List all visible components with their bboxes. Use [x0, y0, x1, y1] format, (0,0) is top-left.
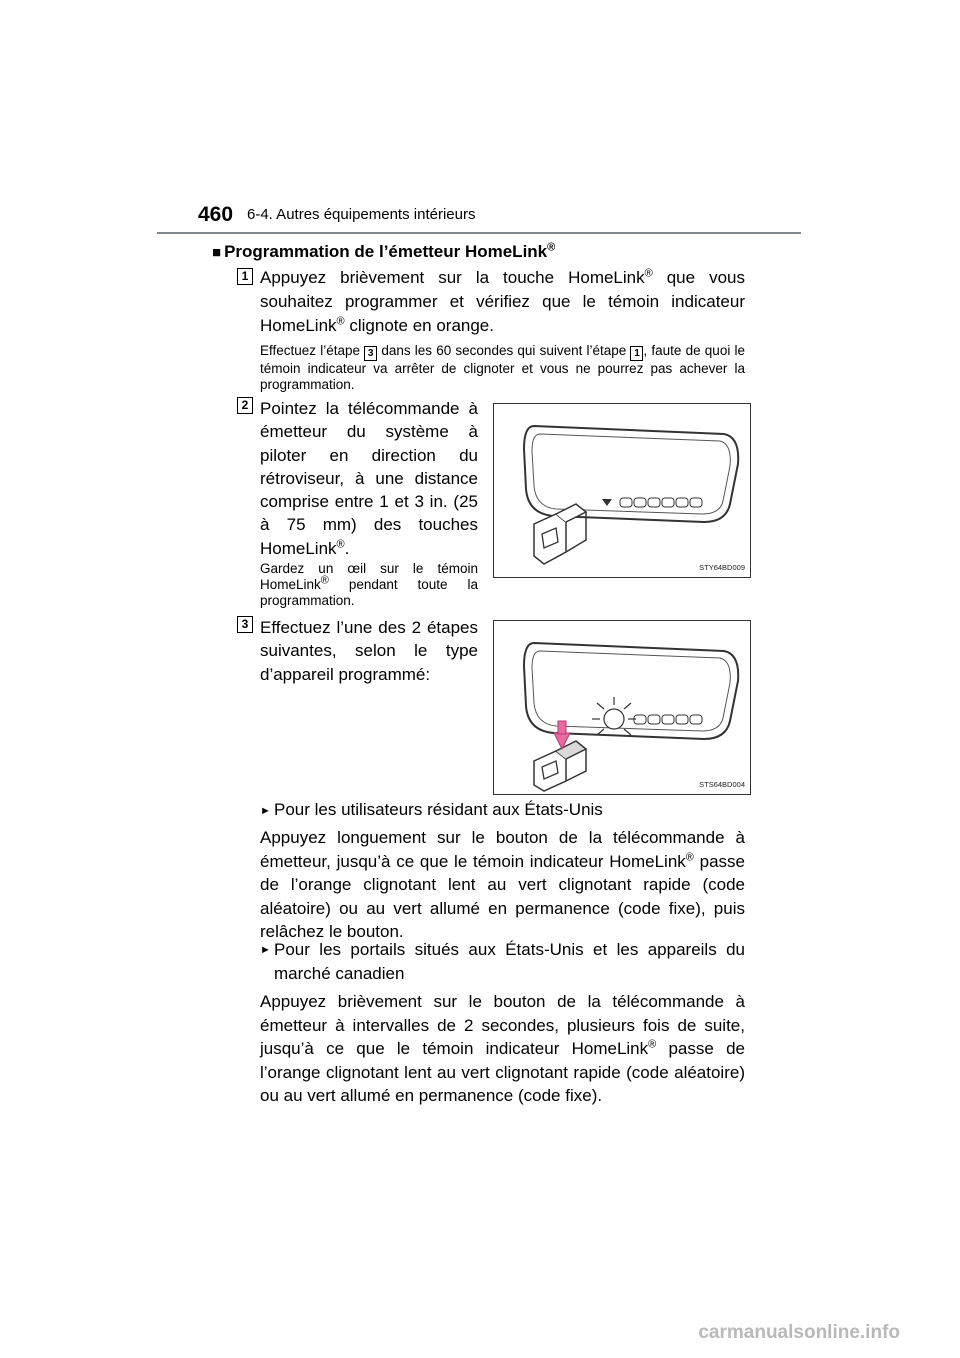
- step-1-text: [260, 266, 745, 338]
- step-ref-3: 3: [364, 346, 377, 361]
- mirror-button-press-illustration: [494, 621, 750, 794]
- bullet-usa: [260, 798, 745, 823]
- registered-mark: ®: [648, 1038, 657, 1051]
- mirror-remote-illustration: [494, 404, 750, 577]
- step-3-badge: 3: [237, 616, 253, 633]
- registered-mark: ®: [336, 315, 345, 328]
- step-ref-1: 1: [630, 346, 643, 361]
- step-2-text-b: .: [344, 538, 350, 558]
- step-1-badge: 1: [237, 268, 253, 285]
- bullet-canada-text-a: Appuyez brièvement sur le bouton de la télécommande à émetteur à intervalles de 2 secondes, plusieurs fois de suite, jusqu’à ce que le témoin indicateur HomeLink: [260, 992, 745, 1058]
- registered-mark: ®: [644, 267, 653, 280]
- bullet-usa-text-a: Appuyez longuement sur le bouton de la télécommande à émetteur, jusqu’à ce que le témoin indicateur HomeLink: [260, 828, 745, 871]
- page-number: 460: [198, 203, 234, 226]
- figure-code: STS64BD004: [699, 780, 745, 789]
- bullet-canada-text: [260, 990, 745, 1108]
- step-2-note-a: Gardez un œil sur le témoin HomeLink: [260, 561, 478, 592]
- bullet-usa-text: [260, 826, 745, 944]
- step-2-note: [260, 561, 478, 609]
- step-1-text-b: que vous souhaitez programmer et vérifiez que le témoin indicateur HomeLink: [260, 268, 745, 335]
- chapter-title: 6-4. Autres équipements intérieurs: [247, 206, 476, 223]
- step-2-note-b: pendant toute la programmation.: [260, 577, 478, 608]
- step-2-badge: 2: [237, 397, 253, 414]
- bullet-canada-text-b: passe de l’orange clignotant lent au vert clignotant rapide (code aléatoire) ou au vert allumé en permanence (code fixe).: [260, 1039, 745, 1105]
- registered-mark: ®: [336, 538, 345, 551]
- section-title: [212, 242, 555, 262]
- section-title-text: Programmation de l’émetteur HomeLink: [224, 242, 548, 261]
- step-1-note-a: Effectuez l’étape: [260, 343, 365, 358]
- triangle-bullet-icon: ►: [260, 805, 271, 817]
- registered-mark: ®: [320, 574, 329, 587]
- registered-mark: ®: [547, 241, 556, 254]
- triangle-bullet-icon: ►: [260, 944, 271, 956]
- step-2-text-a: Pointez la télécommande à émetteur du système à piloter en direction du rétroviseur, à une distance comprise entre 1 et 3 in. (25 à 75 mm) des touches HomeLink: [260, 399, 478, 558]
- figure-mirror-remote: [493, 403, 751, 578]
- step-1-note: [260, 343, 745, 393]
- bullet-usa-text-b: passe de l’orange clignotant lent au vert clignotant rapide (code aléatoire) ou au vert allumé en permanence (code fixe), puis relâchez le bouton.: [260, 851, 745, 941]
- registered-mark: ®: [685, 850, 694, 863]
- section-marker: ■: [212, 244, 222, 261]
- figure-code: STY64BD009: [699, 563, 745, 572]
- step-1-text-a: Appuyez brièvement sur la touche HomeLink: [260, 268, 645, 287]
- bullet-usa-label: Pour les utilisateurs résidant aux États-Unis: [274, 800, 603, 819]
- header-divider: [157, 232, 801, 234]
- bullet-canada: [260, 938, 745, 986]
- step-1-text-c: clignote en orange.: [344, 316, 494, 335]
- bullet-canada-label: Pour les portails situés aux États-Unis et les appareils du marché canadien: [274, 940, 745, 983]
- watermark: carmanualsonline.info: [698, 1322, 900, 1343]
- figure-mirror-button-press: [493, 620, 751, 795]
- step-1-note-b: dans les 60 secondes qui suivent l’étape: [377, 343, 631, 358]
- step-3-text: Effectuez l’une des 2 étapes suivantes, selon le type d’appareil programmé:: [260, 618, 478, 684]
- step-1-note-c: , faute de quoi le témoin indicateur va arrêter de clignoter et vous ne pourrez pas achever la programmation.: [260, 343, 746, 392]
- step-2-text: [260, 397, 478, 560]
